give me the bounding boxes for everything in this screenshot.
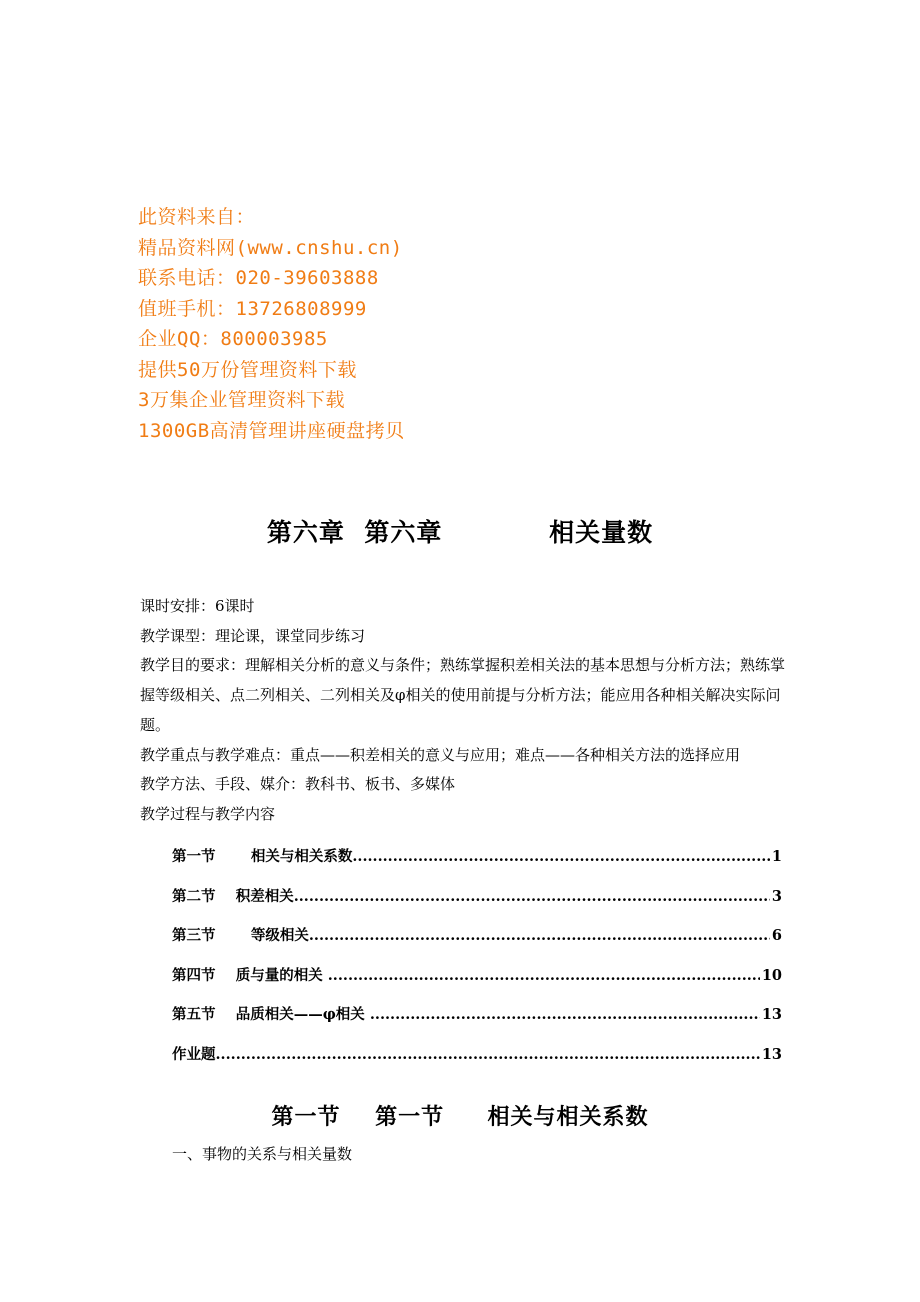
- notice-line: 3万集企业管理资料下载: [138, 389, 345, 411]
- notice-line: 此资料来自：: [138, 206, 256, 228]
- key-points: 教学重点与教学难点：重点——积差相关的意义与应用；难点——各种相关方法的选择应用: [140, 745, 741, 764]
- toc-entry[interactable]: [172, 885, 782, 925]
- toc-title: 作业题: [172, 1045, 216, 1063]
- toc-leader: [294, 888, 770, 905]
- notice-line: 1300GB高清管理讲座硬盘拷贝: [138, 419, 405, 442]
- toc-leader: [309, 927, 770, 944]
- toc-page-number: 6: [771, 927, 782, 945]
- course-meta: [140, 592, 790, 830]
- toc-page-number: 13: [761, 1045, 782, 1063]
- toc-entry[interactable]: [172, 1043, 782, 1083]
- toc-page-number: 1: [771, 848, 782, 865]
- subsection-heading: 一、事物的关系与相关量数: [172, 1145, 353, 1163]
- toc-page-number: 3: [771, 887, 782, 905]
- teaching-process: 教学过程与教学内容: [140, 804, 276, 823]
- teaching-goals: 教学目的要求：理解相关分析的意义与条件；熟练掌握积差相关法的基本思想与分析方法；熟练掌握等级相关、点二列相关、二列相关及φ相关的使用前提与分析方法；能应用各种相关解决实际问题。: [140, 656, 786, 734]
- toc-leader: [216, 1046, 760, 1063]
- teaching-methods: 教学方法、手段、媒介：教科书、板书、多媒体: [140, 775, 456, 794]
- toc-entry[interactable]: [172, 964, 782, 1004]
- notice-line: 精品资料网(www.cnshu.cn): [138, 236, 403, 259]
- toc-leader: [328, 967, 760, 984]
- notice-line: 提供50万份管理资料下载: [138, 358, 357, 381]
- toc-page-number: 10: [761, 966, 782, 984]
- toc-entry[interactable]: [172, 924, 782, 964]
- notice-line: 联系电话：020-39603888: [138, 267, 379, 289]
- section-title: 第一节 第一节 相关与相关系数: [271, 1104, 649, 1130]
- notice-line: 企业QQ：800003985: [138, 328, 328, 350]
- toc-leader: [370, 1006, 760, 1023]
- toc-leader: [352, 848, 770, 865]
- chapter-title: 第六章 第六章 相关量数: [266, 518, 654, 547]
- source-notice: [138, 202, 405, 446]
- table-of-contents: [172, 845, 782, 1083]
- toc-page-number: 13: [761, 1006, 782, 1024]
- class-type: 教学课型：理论课，课堂同步练习: [140, 626, 366, 645]
- toc-title: 第四节 质与量的相关: [172, 966, 328, 984]
- toc-title: 第五节 品质相关——φ相关: [172, 1006, 370, 1024]
- toc-title: 第三节 等级相关: [172, 927, 309, 945]
- class-hours: 课时安排：6课时: [140, 597, 255, 615]
- toc-entry[interactable]: [172, 845, 782, 885]
- toc-title: 第一节 相关与相关系数: [172, 848, 353, 865]
- toc-title: 第二节 积差相关: [172, 887, 294, 905]
- toc-entry[interactable]: [172, 1003, 782, 1043]
- notice-line: 值班手机：13726808999: [138, 297, 367, 320]
